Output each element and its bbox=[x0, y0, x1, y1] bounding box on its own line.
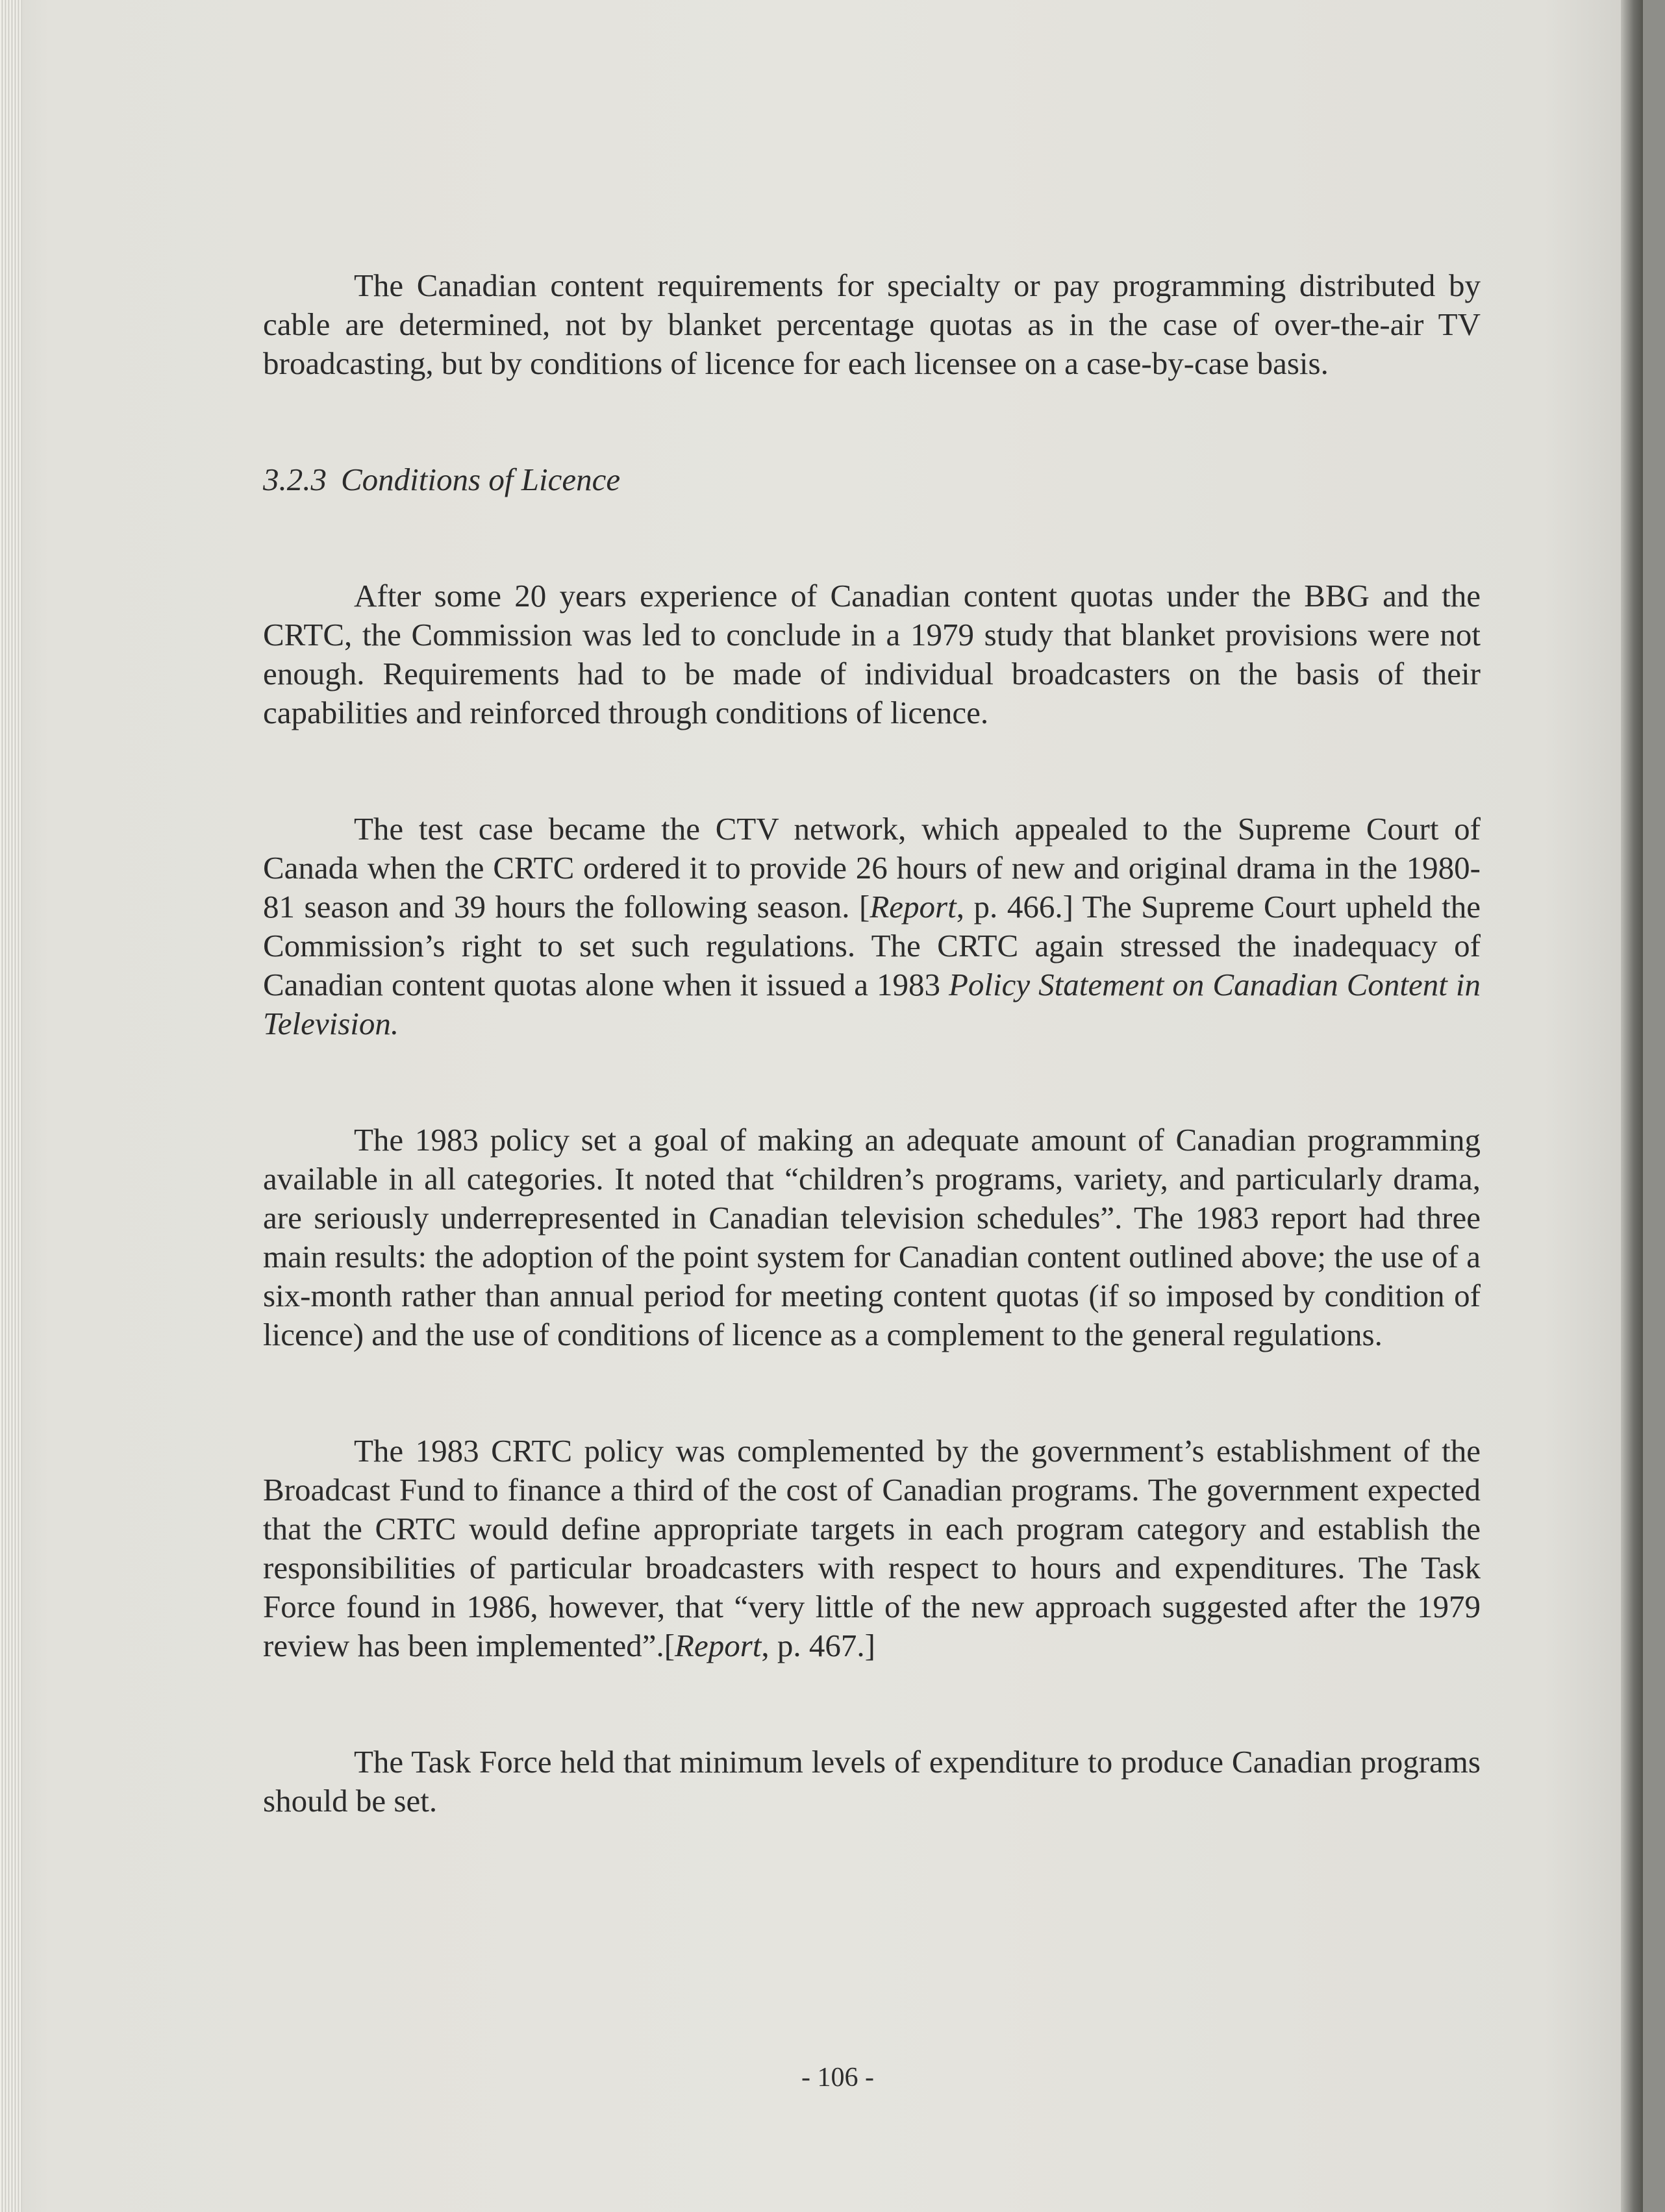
paragraph-broadcast-fund bbox=[263, 1432, 1481, 1665]
section-heading bbox=[263, 460, 1481, 499]
p3-text-b: , p. 466.] The Supreme Court upheld the Commission’s right to set such regulations. The CRTC again stressed the inadequacy of Canadian content quotas alone when it issued a 1983 bbox=[263, 889, 1481, 1002]
page-number: - 106 - bbox=[801, 2063, 874, 2093]
section-title: Conditions of Licence bbox=[341, 462, 621, 497]
page-body bbox=[263, 266, 1481, 1898]
p3-policy-title: Policy Statement on Canadian Content in Television. bbox=[263, 967, 1481, 1041]
book-spine-shadow bbox=[1621, 0, 1643, 2212]
paragraph-commission-study: After some 20 years experience of Canadian content quotas under the BBG and the CRTC, the Commission was led to conclude in a 1979 study that blanket provisions were not enough. Requirements had to be made of individual broadcasters on the basis of their capabilities and reinforced through conditions of licence. bbox=[263, 578, 1481, 730]
p3-text-a: The test case became the CTV network, which appealed to the Supreme Court of Canada when the CRTC ordered it to provide 26 hours of new and original drama in the 1980-81 season and 39 hours the following season. [ bbox=[263, 811, 1481, 925]
paragraph-1983-policy: The 1983 policy set a goal of making an adequate amount of Canadian programming available in all categories. It noted that “children’s programs, variety, and particularly drama, are seriously underrepresented in Canadian television schedules”. The 1983 report had three main results: the adoption of the point system for Canadian content outlined above; the use of a six-month rather than annual period for meeting content quotas (if so imposed by condition of licence) and the use of conditions of licence as a complement to the general regulations. bbox=[263, 1122, 1481, 1352]
p5-report-citation: Report bbox=[675, 1628, 762, 1663]
p5-text-a: The 1983 CRTC policy was complemented by the government’s establishment of the Broadcast Fund to finance a third of the cost of Canadian programs. The government expected that the CRTC would define appropriate targets in each program category and establish the responsibilities of particular broadcasters with respect to hours and expenditures. The Task Force found in 1986, however, that “very little of the new approach suggested after the 1979 review has been implemented”.[ bbox=[263, 1433, 1481, 1663]
paragraph-minimum-expenditure: The Task Force held that minimum levels of expenditure to produce Canadian programs should be set. bbox=[263, 1744, 1481, 1819]
section-number: 3.2.3 bbox=[263, 462, 327, 497]
page-stack-edge bbox=[0, 0, 22, 2212]
paragraph-ctv-test-case bbox=[263, 810, 1481, 1043]
p5-text-b: , p. 467.] bbox=[761, 1628, 875, 1663]
p3-report-citation: Report bbox=[870, 889, 957, 925]
paragraph-cable-content: The Canadian content requirements for specialty or pay programming distributed by cable are determined, not by blanket percentage quotas as in the case of over-the-air TV broadcasting, but by conditions of licence for each licensee on a case-by-case basis. bbox=[263, 267, 1481, 381]
